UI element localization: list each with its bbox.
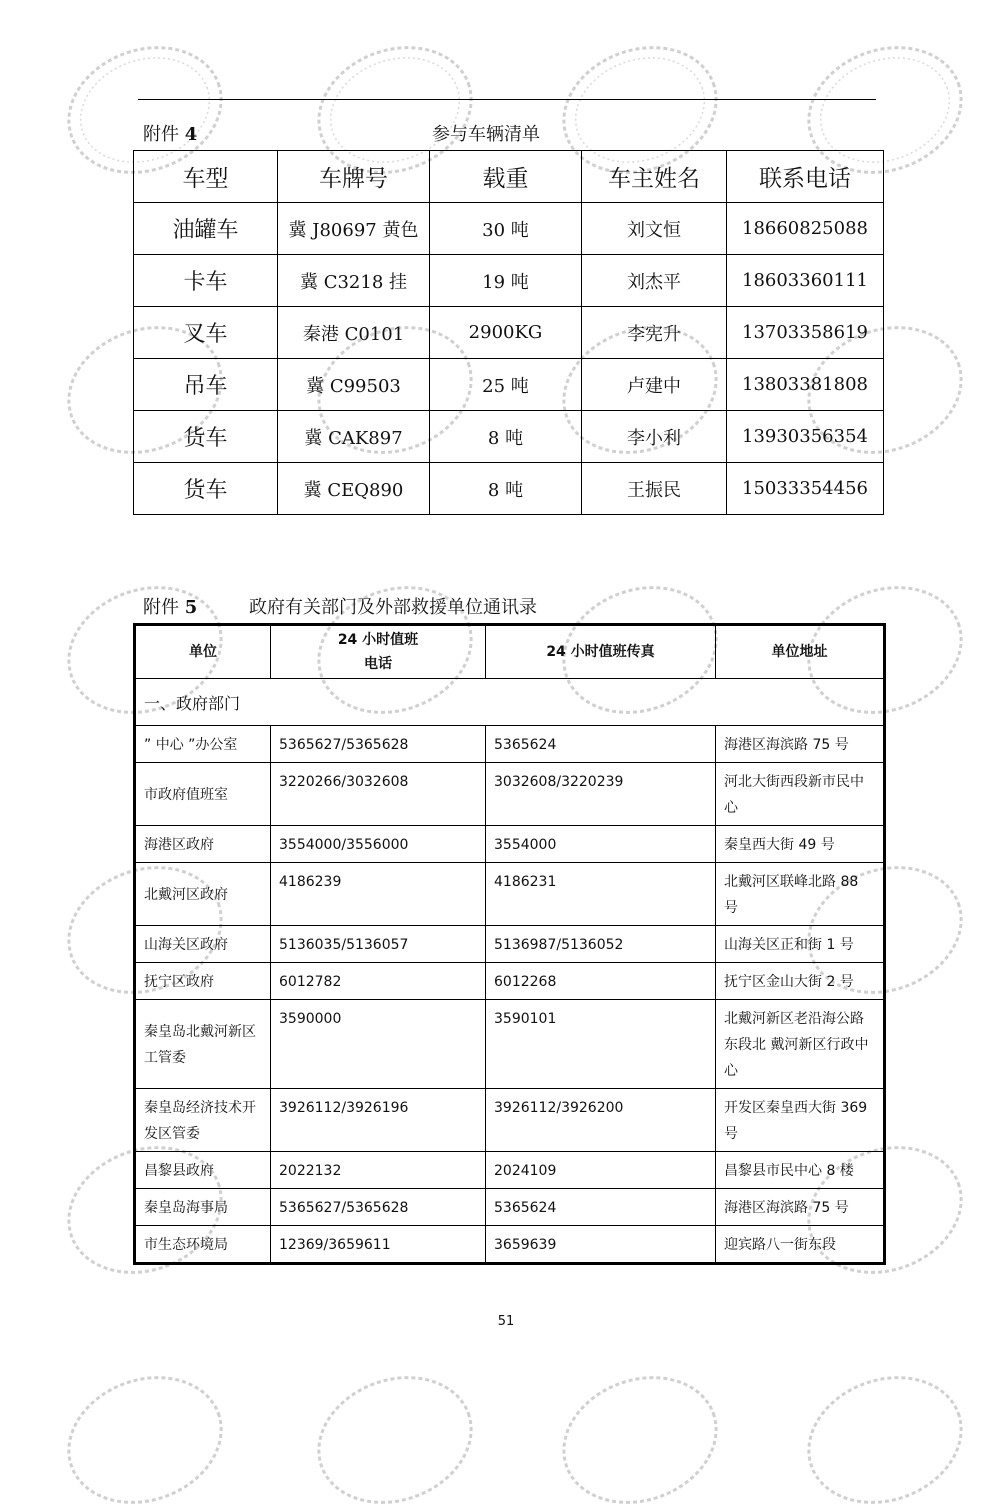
table-row <box>135 763 885 826</box>
contacts-cell: ” 中心 ”办公室 <box>135 726 271 763</box>
table-row <box>134 203 884 255</box>
vehicle-cell: 19 吨 <box>430 255 582 307</box>
section-row <box>135 679 885 726</box>
vehicle-cell: 13930356354 <box>727 411 884 463</box>
contacts-cell: 市政府值班室 <box>135 763 271 826</box>
contacts-table-header <box>135 625 885 679</box>
table-row <box>134 255 884 307</box>
vehicle-cell: 李小利 <box>582 411 727 463</box>
vehicle-header-cell: 车牌号 <box>278 151 430 203</box>
vehicle-cell: 25 吨 <box>430 359 582 411</box>
contacts-cell: 昌黎县政府 <box>135 1152 271 1189</box>
vehicle-cell: 货车 <box>134 463 278 515</box>
vehicle-cell: 卡车 <box>134 255 278 307</box>
table-row <box>135 926 885 963</box>
contacts-cell: 市生态环境局 <box>135 1226 271 1264</box>
contacts-cell: 山海关区政府 <box>135 926 271 963</box>
vehicle-cell: 冀 C3218 挂 <box>278 255 430 307</box>
contacts-cell: 12369/3659611 <box>271 1226 486 1264</box>
contacts-cell: 6012782 <box>271 963 486 1000</box>
contacts-cell: 5365627/5365628 <box>271 726 486 763</box>
company-seal-watermark <box>555 1370 725 1510</box>
contacts-cell: 海港区海滨路 75 号 <box>716 726 885 763</box>
vehicle-cell: 30 吨 <box>430 203 582 255</box>
contacts-cell: 秦皇岛海事局 <box>135 1189 271 1226</box>
contacts-cell: 昌黎县市民中心 8 楼 <box>716 1152 885 1189</box>
contacts-header-cell: 24 小时值班 电话 <box>271 625 486 679</box>
vehicle-cell: 卢建中 <box>582 359 727 411</box>
attachment4-title: 参与车辆清单 <box>432 124 540 145</box>
contacts-cell: 3220266/3032608 <box>271 763 486 826</box>
vehicle-cell: 13703358619 <box>727 307 884 359</box>
vehicle-header-cell: 车主姓名 <box>582 151 727 203</box>
contacts-cell: 秦皇岛北戴河新区工管委 <box>135 1000 271 1089</box>
table-row <box>135 1226 885 1264</box>
vehicle-cell: 8 吨 <box>430 411 582 463</box>
header-rule <box>138 99 876 100</box>
contacts-cell: 河北大街西段新市民中心 <box>716 763 885 826</box>
company-seal-watermark <box>60 1370 230 1510</box>
table-row <box>135 826 885 863</box>
table-row <box>135 1189 885 1226</box>
contacts-cell: 北戴河区联峰北路 88 号 <box>716 863 885 926</box>
page-number: 51 <box>497 1314 515 1329</box>
contacts-cell: 3032608/3220239 <box>486 763 716 826</box>
contacts-cell: 抚宁区金山大街 2 号 <box>716 963 885 1000</box>
vehicle-cell: 13803381808 <box>727 359 884 411</box>
contacts-header-cell: 单位地址 <box>716 625 885 679</box>
vehicle-cell: 刘杰平 <box>582 255 727 307</box>
vehicle-table-header <box>134 151 884 203</box>
table-row <box>135 1152 885 1189</box>
contacts-cell: 海港区政府 <box>135 826 271 863</box>
contacts-cell: 开发区秦皇西大街 369 号 <box>716 1089 885 1152</box>
contacts-cell: 3590101 <box>486 1000 716 1089</box>
vehicle-header-cell: 联系电话 <box>727 151 884 203</box>
table-row <box>135 963 885 1000</box>
vehicle-cell: 叉车 <box>134 307 278 359</box>
vehicle-header-cell: 车型 <box>134 151 278 203</box>
vehicle-cell: 15033354456 <box>727 463 884 515</box>
contacts-cell: 秦皇西大街 49 号 <box>716 826 885 863</box>
vehicle-header-cell: 载重 <box>430 151 582 203</box>
vehicle-cell: 油罐车 <box>134 203 278 255</box>
contacts-header-cell: 单位 <box>135 625 271 679</box>
table-row <box>134 359 884 411</box>
vehicle-cell: 18603360111 <box>727 255 884 307</box>
contacts-cell: 5136987/5136052 <box>486 926 716 963</box>
contacts-cell: 3554000 <box>486 826 716 863</box>
vehicle-cell: 吊车 <box>134 359 278 411</box>
contacts-cell: 抚宁区政府 <box>135 963 271 1000</box>
table-row <box>135 1089 885 1152</box>
vehicle-cell: 冀 C99503 <box>278 359 430 411</box>
contacts-cell: 迎宾路八一街东段 <box>716 1226 885 1264</box>
company-seal-watermark <box>310 1370 480 1510</box>
vehicle-cell: 李宪升 <box>582 307 727 359</box>
vehicle-cell: 2900KG <box>430 307 582 359</box>
attachment4-label: 附件 4 <box>143 124 198 145</box>
contacts-cell: 6012268 <box>486 963 716 1000</box>
vehicle-cell: 冀 CEQ890 <box>278 463 430 515</box>
vehicle-cell: 货车 <box>134 411 278 463</box>
company-seal-watermark <box>800 1370 970 1510</box>
contacts-table <box>133 623 886 1265</box>
attachment5-label: 附件 5 <box>143 597 198 618</box>
attachment5-title: 政府有关部门及外部救援单位通讯录 <box>249 597 537 618</box>
contacts-cell: 5136035/5136057 <box>271 926 486 963</box>
contacts-cell: 山海关区正和街 1 号 <box>716 926 885 963</box>
section-title: 一、政府部门 <box>135 679 885 726</box>
table-row <box>135 726 885 763</box>
contacts-header-cell: 24 小时值班传真 <box>486 625 716 679</box>
table-row <box>135 1000 885 1089</box>
contacts-cell: 3659639 <box>486 1226 716 1264</box>
contacts-cell: 北戴河区政府 <box>135 863 271 926</box>
table-row <box>134 411 884 463</box>
table-row <box>135 863 885 926</box>
contacts-cell: 4186231 <box>486 863 716 926</box>
contacts-cell: 4186239 <box>271 863 486 926</box>
table-row <box>134 463 884 515</box>
contacts-cell: 3554000/3556000 <box>271 826 486 863</box>
contacts-cell: 5365624 <box>486 1189 716 1226</box>
vehicle-cell: 刘文恒 <box>582 203 727 255</box>
vehicle-list-table <box>133 150 884 515</box>
vehicle-cell: 冀 J80697 黄色 <box>278 203 430 255</box>
contacts-cell: 秦皇岛经济技术开发区管委 <box>135 1089 271 1152</box>
contacts-cell: 3590000 <box>271 1000 486 1089</box>
contacts-cell: 3926112/3926196 <box>271 1089 486 1152</box>
contacts-cell: 2024109 <box>486 1152 716 1189</box>
vehicle-cell: 王振民 <box>582 463 727 515</box>
contacts-cell: 5365624 <box>486 726 716 763</box>
contacts-cell: 北戴河新区老沿海公路东段北 戴河新区行政中心 <box>716 1000 885 1089</box>
contacts-cell: 3926112/3926200 <box>486 1089 716 1152</box>
vehicle-cell: 8 吨 <box>430 463 582 515</box>
vehicle-cell: 18660825088 <box>727 203 884 255</box>
table-row <box>134 307 884 359</box>
vehicle-cell: 秦港 C0101 <box>278 307 430 359</box>
contacts-cell: 2022132 <box>271 1152 486 1189</box>
vehicle-cell: 冀 CAK897 <box>278 411 430 463</box>
contacts-cell: 5365627/5365628 <box>271 1189 486 1226</box>
contacts-cell: 海港区海滨路 75 号 <box>716 1189 885 1226</box>
